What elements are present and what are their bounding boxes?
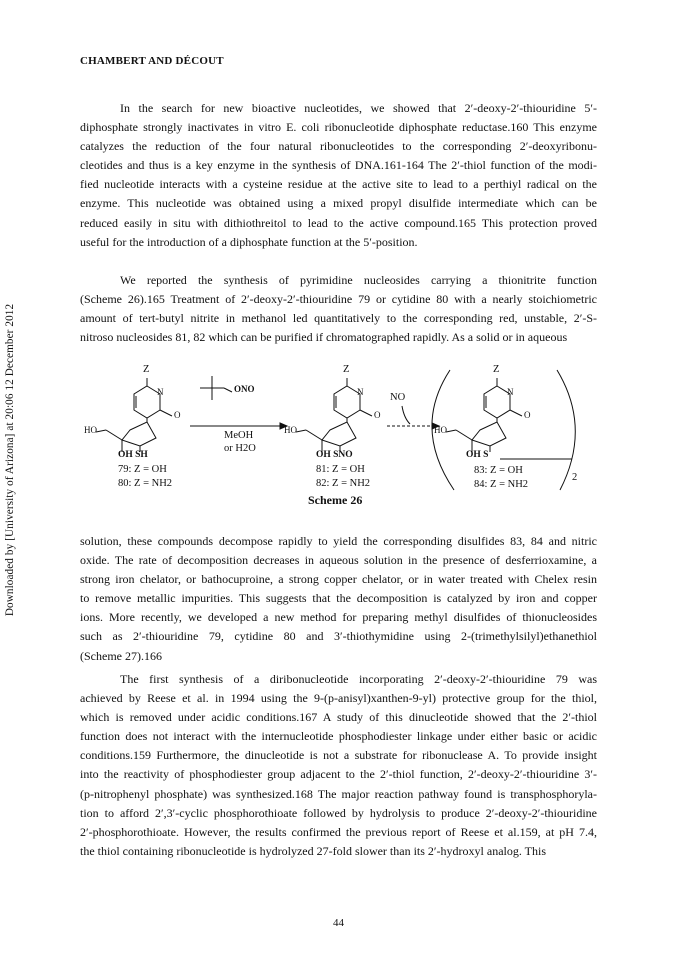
text-line: strong iron chelator, or bathocuproine, a strong copper chelator, or in water treated with Chelex resin bbox=[80, 572, 597, 587]
n-label-1: N bbox=[157, 387, 164, 397]
dimer-subscript: 2 bbox=[572, 472, 578, 483]
reagent-label: ONO bbox=[234, 384, 255, 394]
scheme-caption: Scheme 26 bbox=[308, 493, 363, 507]
compound-79-label: 79: Z = OH bbox=[118, 464, 167, 475]
text-line: solution, these compounds decompose rapidly to yield the corresponding disulfides 83, 84 and nitric bbox=[80, 534, 597, 548]
text-line: (Scheme 26).165 Treatment of 2′-deoxy-2′-thiouridine 79 or cytidine 80 with a nearly stoichiometric bbox=[80, 292, 597, 307]
o-label-1: O bbox=[174, 410, 181, 420]
text-line: nitroso nucleosides 81, 82 which can be purified if chromatographed rapidly. As a solid or in aqueous bbox=[80, 330, 568, 345]
text-line: such as 2′-thiouridine 79, cytidine 80 and 3′-thiothymidine using 2-(trimethylsilyl)ethanethiol bbox=[80, 629, 597, 644]
oh-sno-label: OH SNO bbox=[316, 450, 353, 460]
text-line: useful for the introduction of a diphosphate function at the 5′-position. bbox=[80, 234, 418, 249]
ho-label-2: HO bbox=[284, 425, 297, 435]
text-line: diphosphate strongly inactivates in vitro E. coli ribonucleotide diphosphate reductase.160 This enzyme bbox=[80, 120, 597, 135]
ho-label-3: HO bbox=[434, 425, 447, 435]
text-line: conditions.159 Furthermore, the dinucleotide is not a substrate for ribonuclease A. To provide insight bbox=[80, 748, 597, 763]
compound-84-label: 84: Z = NH2 bbox=[474, 479, 529, 490]
text-line: reduced easily in situ with dithiothreitol to lead to the active compound.165 This protection proved bbox=[80, 215, 597, 230]
scheme-26 bbox=[82, 364, 602, 518]
no-release-arrow bbox=[387, 406, 439, 429]
paragraph-1 bbox=[80, 99, 597, 252]
compound-83-label: 83: Z = OH bbox=[474, 465, 523, 476]
paragraph-3 bbox=[80, 532, 597, 666]
solvent-line-1: MeOH bbox=[224, 430, 254, 441]
text-line: function does not interact with the internucleotide phosphodiester linkage under either basic or acidic bbox=[80, 729, 597, 744]
text-line: achieved by Reese et al. in 1994 using the 9-(p-anisyl)xanthen-9-yl) protective group for the thiol, bbox=[80, 691, 597, 706]
text-line: into the reactivity of phosphodiester group adjacent to the 2′-thiol function, 2′-deoxy-2′-thiouridine 3′- bbox=[80, 767, 597, 782]
text-line: In the search for new bioactive nucleotides, we showed that 2′-deoxy-2′-thiouridine 5′- bbox=[120, 101, 597, 115]
n-label-2: N bbox=[357, 387, 364, 397]
solvent-line-2: or H2O bbox=[224, 443, 256, 454]
compound-81-label: 81: Z = OH bbox=[316, 464, 365, 475]
paragraph-2 bbox=[80, 271, 597, 347]
text-line: cleotides and thus is a key enzyme in the synthesis of DNA.161-164 The 2′-thiol function of the modi- bbox=[80, 158, 597, 173]
text-line: We reported the synthesis of pyrimidine nucleosides carrying a thionitrite function bbox=[120, 273, 597, 287]
text-line: (p-nitrophenyl phosphate) was synthesized.168 The major reaction pathway found is transphosphoryla- bbox=[80, 786, 597, 801]
text-line: The first synthesis of a diribonucleotide incorporating 2′-deoxy-2′-thiouridine 79 was bbox=[120, 672, 597, 686]
text-line: enzyme. This nucleotide was obtained using a mixed propyl disulfide intermediate which can be bbox=[80, 196, 597, 211]
compound-82-label: 82: Z = NH2 bbox=[316, 478, 371, 489]
download-note: Downloaded by [University of Arizona] at 20:06 12 December 2012 bbox=[4, 303, 16, 617]
text-line: fied nucleotide interacts with a cysteine residue at the active site to lead to a perthiyl radical on the bbox=[80, 177, 597, 192]
compound-80-label: 80: Z = NH2 bbox=[118, 478, 173, 489]
running-head: CHAMBERT AND DÉCOUT bbox=[80, 55, 224, 67]
z-label-1: Z bbox=[143, 364, 150, 375]
text-line: ions. More recently, we developed a new method for preparing methyl disulfides of thionucleosides bbox=[80, 610, 597, 625]
paragraph-4 bbox=[80, 670, 597, 861]
z-label-2: Z bbox=[343, 364, 350, 375]
text-line: 2′-phosphorothioate. However, the results confirmed the previous report of Reese et al.159, at pH 7.4, bbox=[80, 824, 597, 839]
text-line: tion to afford 2′,3′-cyclic phosphorothioate followed by hydrolysis to produce 2′-deoxy-2′-thiouridine bbox=[80, 805, 597, 820]
ho-label-1: HO bbox=[84, 425, 97, 435]
text-line: which is removed under acidic conditions.167 A study of this dinucleotide showed that the 2′-thiol bbox=[80, 710, 597, 725]
page-number: 44 bbox=[333, 917, 344, 929]
n-label-3: N bbox=[507, 387, 514, 397]
text-line: the thiol containing ribonucleotide is hydrolyzed 27-fold slower than its 2′-hydroxyl analog. This bbox=[80, 843, 546, 858]
text-line: catalyzes the reduction of the four natural ribonucleotides to the corresponding 2′-deoxyribonu- bbox=[80, 139, 597, 154]
text-line: (Scheme 27).166 bbox=[80, 648, 162, 663]
no-label: NO bbox=[390, 392, 406, 403]
download-watermark bbox=[2, 250, 18, 670]
z-label-3: Z bbox=[493, 364, 500, 375]
o-label-3: O bbox=[524, 410, 531, 420]
text-line: oxide. The rate of decomposition decreases in aqueous solution in the presence of desferrioxamine, a bbox=[80, 553, 597, 568]
oh-sh-label: OH SH bbox=[118, 450, 148, 460]
oh-s-label: OH S bbox=[466, 450, 489, 460]
text-line: to remove metallic impurities. This suggests that the decomposition is catalyzed by iron and copper bbox=[80, 591, 597, 606]
text-line: amount of tert-butyl nitrite in methanol led quantitatively to the corresponding red, unstable, 2′-S- bbox=[80, 311, 597, 326]
o-label-2: O bbox=[374, 410, 381, 420]
